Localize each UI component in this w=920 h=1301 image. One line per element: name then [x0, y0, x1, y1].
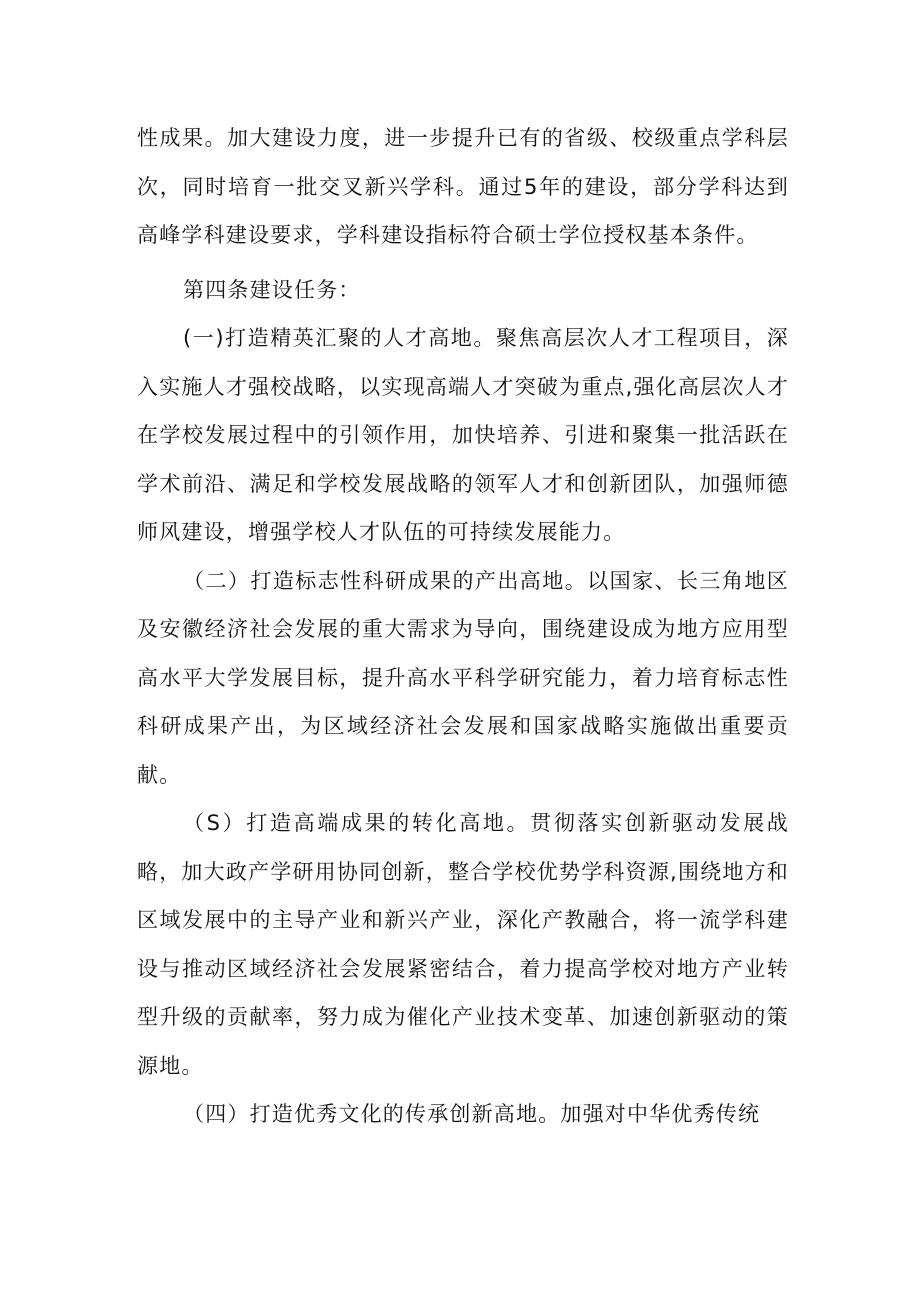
document-body	[137, 114, 789, 1139]
paragraph-task-1: (一)打造精英汇聚的人才高地。聚焦高层次人才工程项目，深入实施人才强校战略，以实现高端人才突破为重点,强化高层次人才在学校发展过程中的引领作用，加快培养、引进和聚集一批活跃在学术前沿、满足和学校发展战略的领军人才和创新团队，加强师德师风建设，增强学校人才队伍的可持续发展能力。	[137, 326, 789, 544]
paragraph-task-2: （二）打造标志性科研成果的产出高地。以国家、长三角地区及安徽经济社会发展的重大需求为导向，围绕建设成为地方应用型高水平大学发展目标，提升高水平科学研究能力，着力培育标志性科研成果产出，为区域经济社会发展和国家战略实施做出重要贡献。	[137, 568, 789, 787]
article-4-heading: 第四条建设任务：	[183, 277, 361, 302]
paragraph-continuation: 性成果。加大建设力度，进一步提升已有的省级、校级重点学科层次，同时培育一批交叉新兴学科。通过5年的建设，部分学科达到高峰学科建设要求，学科建设指标符合硕士学位授权基本条件。	[137, 126, 789, 247]
paragraph-task-3: （S）打造高端成果的转化高地。贯彻落实创新驱动发展战略，加大政产学研用协同创新，整合学校优势学科资源,围绕地方和区域发展中的主导产业和新兴产业，深化产教融合，将一流学科建设与推动区域经济社会发展紧密结合，着力提高学校对地方产业转型升级的贡献率，努力成为催化产业技术变革、加速创新驱动的策源地。	[137, 811, 789, 1078]
paragraph-task-4: （四）打造优秀文化的传承创新高地。加强对中华优秀传统	[183, 1102, 761, 1126]
